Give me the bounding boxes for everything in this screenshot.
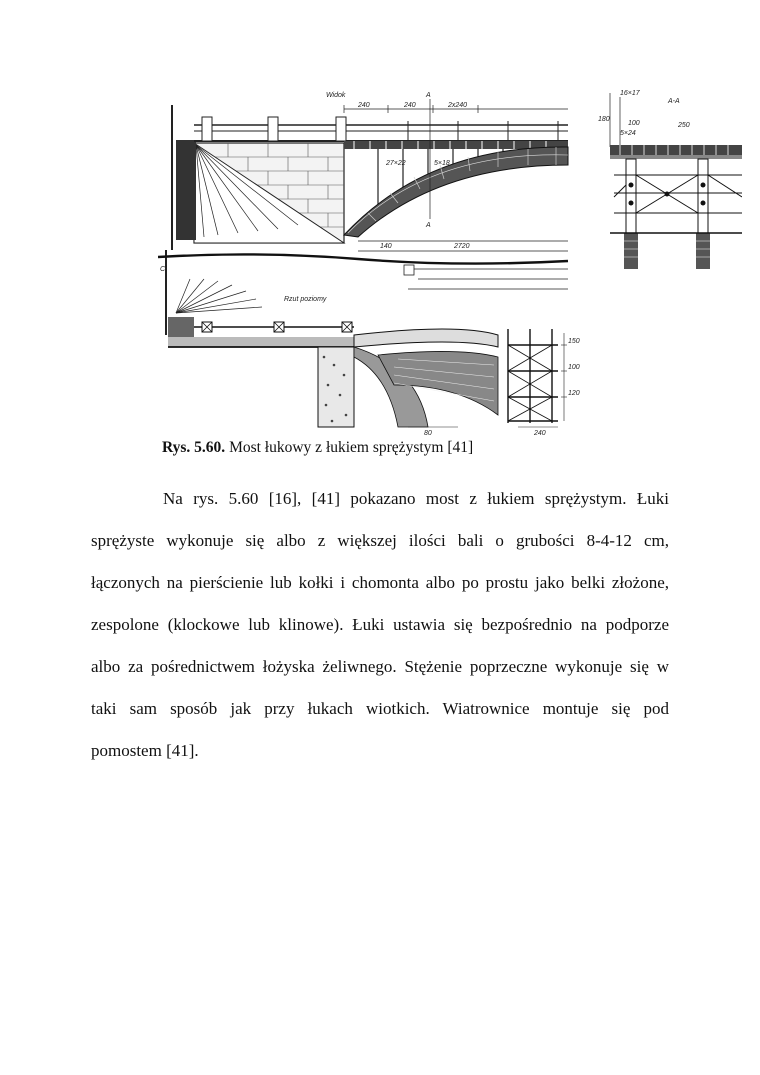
section-marker-top: A: [426, 92, 431, 99]
paragraph-line: łączonych na pierścienie lub kołki i chomonta albo po prostu jako belki złożone,: [91, 573, 669, 592]
paragraph-line: albo za pośrednictwem łożyska żeliwnego. Stężenie poprzeczne wykonuje się w: [91, 657, 669, 676]
dim-100: 100: [628, 120, 640, 127]
section-marker-bottom: A: [426, 222, 431, 229]
masonry-abutment: [176, 140, 344, 243]
bridge-figure: [158, 85, 742, 460]
paragraph-line: zespolone (klockowe lub klinowe). Łuki ustawia się bezpośrednio na podporze: [91, 615, 669, 634]
dim-250: 250: [678, 122, 690, 129]
dim-150-plan: 150: [568, 338, 580, 345]
paragraph-line: Na rys. 5.60 [16], [41] pokazano most z łukiem sprężystym. Łuki: [163, 489, 669, 508]
dim-140: 140: [380, 243, 392, 250]
paragraph-line: taki sam sposób jak przy łukach wiotkich. Wiatrownice montuje się pod: [91, 699, 669, 718]
paragraph-line: pomostem [41].: [91, 741, 199, 760]
dim-5x24: 5×24: [620, 130, 636, 137]
marker-c: C: [160, 266, 166, 273]
view-label: Widok: [326, 92, 346, 99]
dim-240-plan: 240: [534, 430, 546, 437]
section-label: A-A: [668, 98, 680, 105]
dim-240-a: 240: [358, 102, 370, 109]
dim-2x240: 2x240: [448, 102, 468, 109]
figure-caption: [162, 439, 473, 457]
dim-16x17: 16×17: [620, 90, 640, 97]
dim-80-plan: 80: [424, 430, 432, 437]
dim-5x18: 5×18: [434, 160, 450, 167]
body-paragraph: [91, 478, 669, 772]
dim-100-plan: 100: [568, 364, 580, 371]
dim-120-plan: 120: [568, 390, 580, 397]
caption-text: Most łukowy z łukiem sprężystym [41]: [229, 439, 474, 456]
caption-label: Rys. 5.60.: [162, 439, 226, 456]
dim-27x22: 27×22: [386, 160, 406, 167]
paragraph-line: sprężyste wykonuje się albo z większej ilości bali o grubości 8-4-12 cm,: [91, 531, 669, 550]
dim-2720: 2720: [454, 243, 470, 250]
bridge-drawing: [158, 85, 742, 460]
plan-label: Rzut poziomy: [284, 296, 327, 303]
dim-240-b: 240: [404, 102, 416, 109]
dim-180: 180: [598, 116, 610, 123]
